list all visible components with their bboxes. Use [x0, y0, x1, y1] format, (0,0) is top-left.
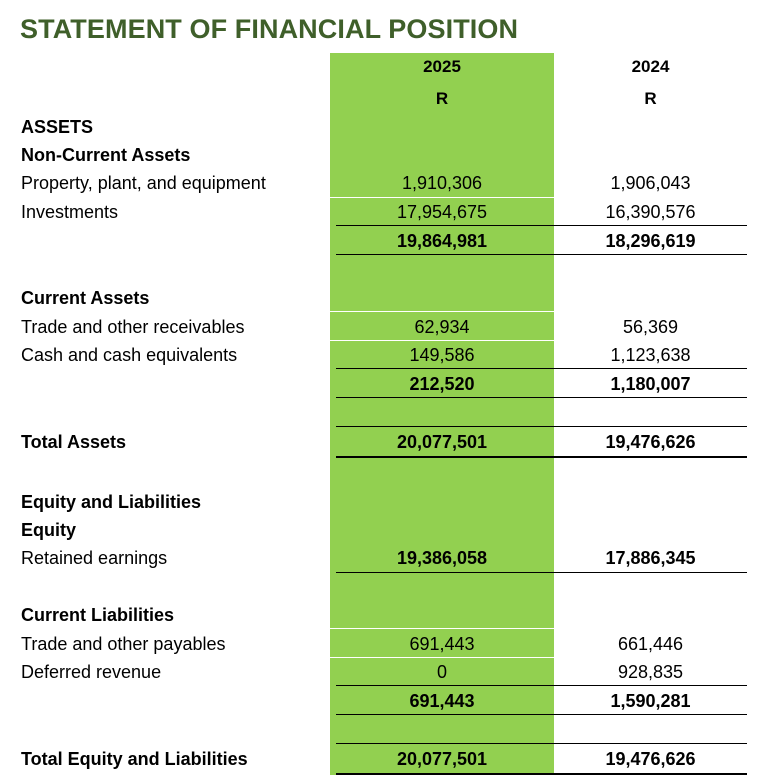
value-receivables-2024: 56,369 [622, 317, 679, 337]
double-total-line [336, 456, 747, 458]
section-assets: ASSETS [21, 117, 94, 137]
row-label-cash: Cash and cash equivalents [21, 345, 238, 365]
row-label-investments: Investments [21, 202, 119, 222]
value-receivables-2025: 62,934 [414, 317, 470, 337]
value-investments-2024: 16,390,576 [605, 202, 696, 222]
row-label-ppe: Property, plant, and equipment [21, 173, 266, 193]
value-total-assets-2024: 19,476,626 [605, 432, 696, 452]
row-label-receivables: Trade and other receivables [21, 317, 245, 337]
total-line [336, 397, 747, 398]
value-nca-total-2025: 19,864,981 [396, 231, 488, 251]
value-payables-2024: 661,446 [617, 634, 684, 654]
value-retained-2025: 19,386,058 [396, 548, 488, 568]
total-line [336, 714, 747, 715]
subtotal-line [336, 225, 747, 226]
column-year-2024: 2024 [631, 57, 670, 76]
value-ppe-2024: 1,906,043 [610, 173, 691, 193]
column-currency-2024: R [644, 89, 657, 108]
cell-divider [330, 657, 554, 658]
total-eq-liab-top-line [336, 743, 747, 744]
value-cl-total-2025: 691,443 [409, 691, 475, 711]
value-cash-2024: 1,123,638 [610, 345, 691, 365]
value-total-eq-liab-2024: 19,476,626 [605, 749, 696, 769]
value-deferred-2025: 0 [436, 662, 447, 682]
value-ppe-2025: 1,910,306 [401, 173, 483, 193]
row-label-retained-earnings: Retained earnings [21, 548, 168, 568]
total-assets-top-line [336, 426, 747, 427]
cell-divider [330, 628, 554, 629]
total-line [336, 254, 747, 255]
section-equity: Equity [21, 520, 77, 540]
column-year-2025: 2025 [423, 57, 461, 76]
section-current-liabilities: Current Liabilities [21, 605, 175, 625]
total-line [336, 572, 747, 573]
value-cl-total-2024: 1,590,281 [610, 691, 691, 711]
section-equity-and-liabilities: Equity and Liabilities [21, 492, 202, 512]
subtotal-line [336, 685, 747, 686]
subtotal-line [336, 368, 747, 369]
row-label-payables: Trade and other payables [21, 634, 226, 654]
value-ca-total-2025: 212,520 [409, 374, 475, 394]
section-non-current-assets: Non-Current Assets [21, 145, 191, 165]
value-investments-2025: 17,954,675 [396, 202, 488, 222]
row-label-deferred-revenue: Deferred revenue [21, 662, 162, 682]
column-currency-2025: R [435, 89, 449, 108]
value-total-assets-2025: 20,077,501 [396, 432, 488, 452]
value-cash-2025: 149,586 [409, 345, 475, 365]
row-label-total-equity-liabilities: Total Equity and Liabilities [21, 749, 248, 769]
cell-divider [330, 340, 554, 341]
value-deferred-2024: 928,835 [617, 662, 684, 682]
value-total-eq-liab-2025: 20,077,501 [396, 749, 488, 769]
value-nca-total-2024: 18,296,619 [605, 231, 696, 251]
section-current-assets: Current Assets [21, 288, 150, 308]
value-retained-2024: 17,886,345 [605, 548, 696, 568]
page-title: STATEMENT OF FINANCIAL POSITION [20, 14, 519, 44]
cell-divider [330, 311, 554, 312]
cell-divider [330, 197, 554, 198]
value-payables-2025: 691,443 [409, 634, 475, 654]
row-label-total-assets: Total Assets [21, 432, 127, 452]
double-total-line [336, 773, 747, 775]
value-ca-total-2024: 1,180,007 [610, 374, 691, 394]
